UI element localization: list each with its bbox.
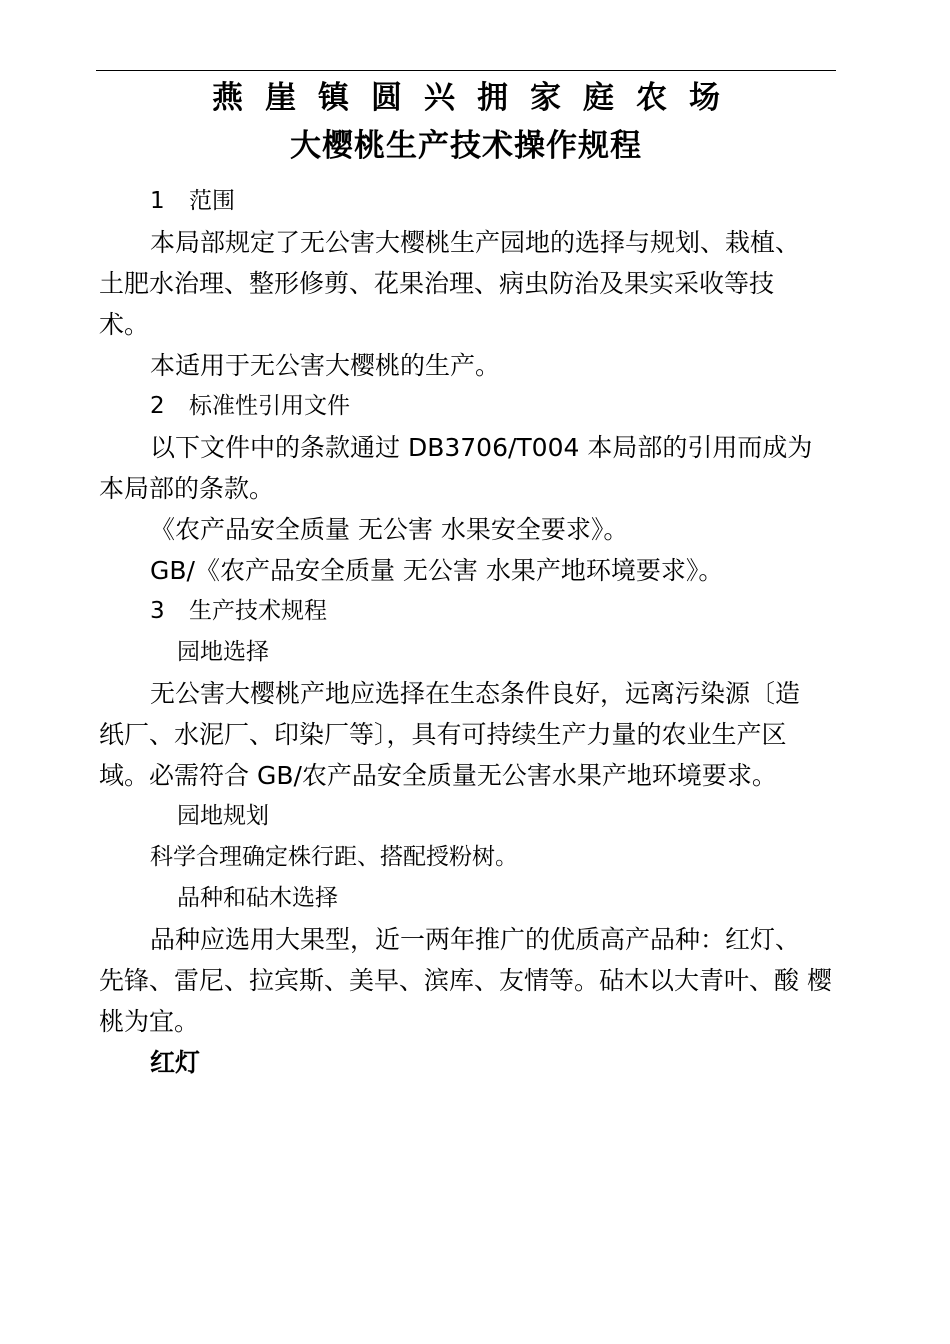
paragraph-line: 术。 [99, 310, 150, 339]
subsection-heading: 品种和砧木选择 [177, 885, 338, 911]
paragraph-line: 土肥水治理、整形修剪、花果治理、病虫防治及果实采收等技 [99, 269, 775, 298]
paragraph-line: 科学合理确定株行距、搭配授粉树。 [150, 844, 518, 870]
section-title: 范围 [189, 188, 235, 214]
reference-item: 《农产品安全质量 无公害 水果安全要求》。 [150, 515, 629, 544]
paragraph-line: 纸厂、水泥厂、印染厂等〕，具有可持续生产力量的农业生产区 [99, 720, 787, 749]
document-title: 大樱桃生产技术操作规程 [290, 128, 642, 164]
subsection-heading: 园地选择 [177, 639, 269, 665]
document-body [99, 181, 832, 1083]
paragraph-line: 本适用于无公害大樱桃的生产。 [150, 351, 501, 380]
section-2-heading [99, 386, 819, 427]
section-3-heading [99, 591, 819, 632]
paragraph-line: 域。必需符合 GB/农产品安全质量无公害水果产地环境要求。 [99, 761, 777, 790]
reference-item: GB/《农产品安全质量 无公害 水果产地环境要求》。 [150, 556, 724, 585]
section-title: 标准性引用文件 [189, 393, 350, 419]
paragraph-line: 无公害大樱桃产地应选择在生态条件良好，远离污染源〔造 [150, 679, 801, 708]
paragraph-line: 先锋、雷尼、拉宾斯、美早、滨库、友情等。砧木以大青叶、酸 樱 [99, 966, 832, 995]
section-number: 3 [150, 598, 165, 624]
section-number: 1 [150, 188, 165, 214]
header-rule [96, 70, 836, 71]
paragraph-line: 本局部的条款。 [99, 474, 275, 503]
document-title-organization: 燕崖镇圆兴拥家庭农场 [212, 80, 742, 116]
subsection-heading: 园地规划 [177, 803, 269, 829]
section-1-heading [99, 181, 819, 222]
section-number: 2 [150, 393, 165, 419]
paragraph-line: 品种应选用大果型，近一两年推广的优质高产品种：红灯、 [150, 925, 801, 954]
section-title: 生产技术规程 [189, 598, 327, 624]
paragraph-line: 以下文件中的条款通过 DB3706/T004 本局部的引用而成为 [150, 433, 813, 462]
variety-heading: 红灯 [150, 1048, 201, 1077]
paragraph-line: 桃为宜。 [99, 1007, 200, 1036]
paragraph-line: 本局部规定了无公害大樱桃生产园地的选择与规划、栽植、 [150, 228, 801, 257]
